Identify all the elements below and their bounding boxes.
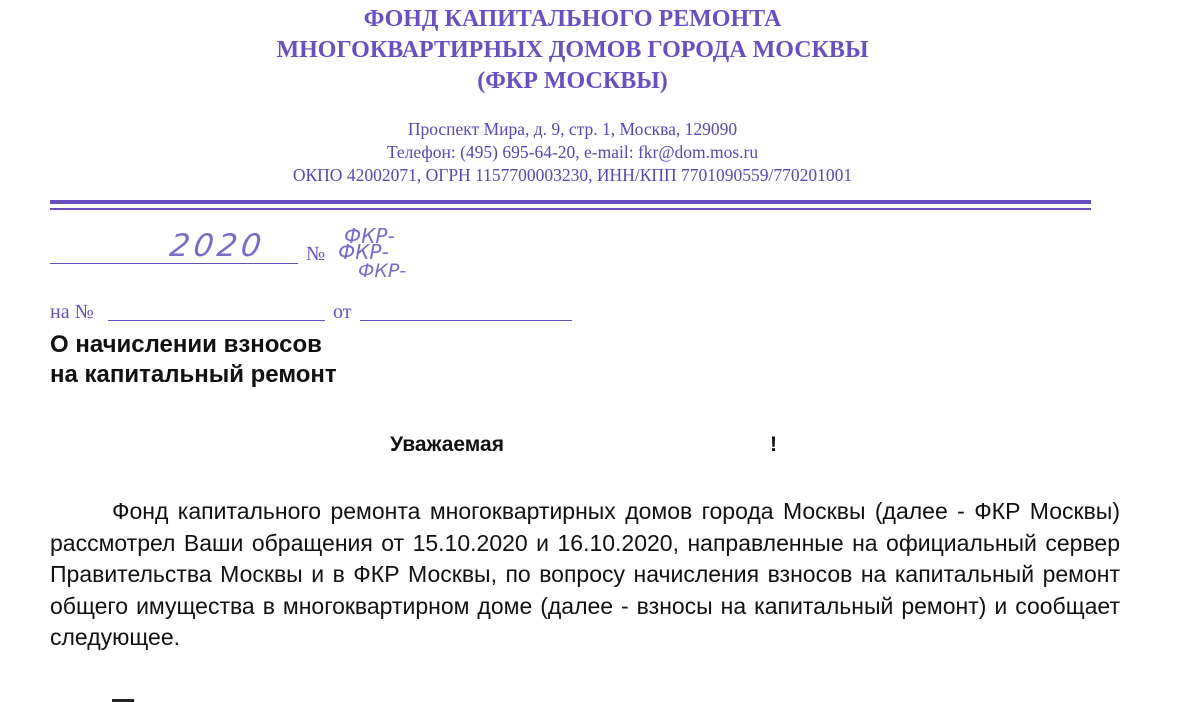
org-name-line-1: ФОНД КАПИТАЛЬНОГО РЕМОНТА bbox=[363, 6, 782, 32]
registry-line: ОКПО 42002071, ОГРН 1157700003230, ИНН/КПП 7701090559/770201001 bbox=[292, 165, 853, 185]
subject-line-1: О начислении взносов bbox=[50, 331, 322, 358]
letterhead-divider-thin bbox=[50, 208, 1091, 210]
phone-email-line: Телефон: (495) 695-64-20, e-mail: fkr@dom.mos.ru bbox=[386, 142, 759, 162]
letterhead-divider-thick bbox=[50, 200, 1091, 204]
outgoing-number-label: № bbox=[306, 243, 326, 265]
body-paragraph: Фонд капитального ремонта многоквартирных домов города Москвы (далее - ФКР Москвы) рассмотрел Ваши обращения от 15.10.2020 и 16.10.2020, направленные на официальный сервер Правительства Москвы и в ФКР Москвы, по вопросу начисления взносов на капитальный ремонт общего имущества в многоквартирном доме (далее - взносы на капитальный ремонт) и сообщает следующее. bbox=[50, 498, 1120, 651]
reply-number-label: на № bbox=[50, 301, 94, 323]
org-name-line-3: (ФКР МОСКВЫ) bbox=[477, 68, 668, 94]
greeting-exclamation: ! bbox=[770, 433, 777, 456]
organization-contacts bbox=[0, 118, 1145, 187]
letter-subject bbox=[50, 330, 337, 390]
handwritten-number-line-1: ФКР- bbox=[344, 224, 395, 248]
reply-date-underline bbox=[360, 320, 572, 321]
handwritten-number-line-3: ФКР- bbox=[358, 260, 407, 282]
greeting-word: Уважаемая bbox=[390, 433, 504, 456]
address-line: Проспект Мира, д. 9, стр. 1, Москва, 129090 bbox=[407, 119, 738, 139]
handwritten-date: 2020 bbox=[167, 228, 268, 264]
organization-name bbox=[0, 4, 1145, 97]
reply-date-label: от bbox=[333, 301, 352, 323]
org-name-line-2: МНОГОКВАРТИРНЫХ ДОМОВ ГОРОДА МОСКВЫ bbox=[276, 37, 869, 63]
handwritten-number bbox=[338, 224, 448, 294]
cut-off-text-fragment bbox=[112, 693, 142, 702]
subject-line-2: на капитальный ремонт bbox=[50, 361, 337, 388]
reply-number-underline bbox=[108, 320, 325, 321]
handwritten-number-line-2: ФКР- bbox=[338, 240, 389, 264]
